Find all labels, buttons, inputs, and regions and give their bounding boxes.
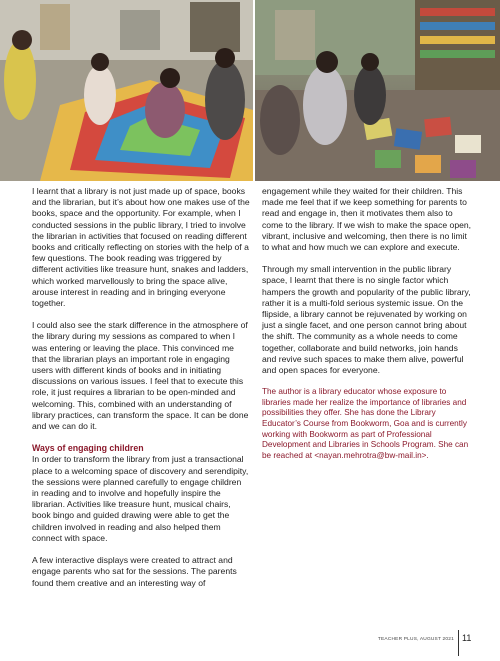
photo-strip: [0, 0, 500, 181]
page-number: 11: [462, 633, 472, 643]
paragraph-interactive-displays: A few interactive displays were created to attract and engage parents who sat for the sessions. The parents found them creative and an interesting way of: [32, 555, 237, 588]
photo-left-illustration: [0, 0, 253, 181]
paragraph-library-atmosphere: I could also see the stark difference in the atmosphere of the library during my sessions as compared to when I was entering or leaving the place. This convinced me that the librarian plays an important role in engaging users with different kinds of books and in initiating discussions on various issues. I feel that to execute this role, it just requires a librarian to be open-minded and welcoming. This, combined with an understanding of library practices, can transform the space. It can be done and we can do it.: [32, 320, 249, 432]
paragraph-library-meaning: I learnt that a library is not just made up of space, books and the librarian, but it’s about how one makes use of the books, space and the opportunity. For example, when I conducted sessions in the public library, I tried to involve the librarian in activities that focused on reading different books and critically reflecting on stories with the help of a few questions. The book reading was triggered by different activities like treasure hunt, snakes and ladders, which worked marvellously to bring the space alive, arouse interest in reading and in bringing everyone together.: [32, 186, 250, 309]
photo-children-playing-game: [0, 0, 253, 181]
paragraph-small-intervention: Through my small intervention in the public library space, I learnt that there is no single factor which hampers the growth and popularity of the public library, rather it is a multi-fold serious systemic issue. On the flipside, a library cannot be rejuvenated by working on just a single facet, and one person cannot bring about the shift. The community as a whole needs to come together, collaborate and build networks, join hands and revive such spaces to make them alive, powerful and open spaces for everyone.: [262, 264, 471, 376]
paragraph-transform-library: In order to transform the library from just a transactional place to a welcoming space of discovery and serendipity, the sessions were planned carefully to engage children in reading and to involve and hopefully inspire the librarian. Activities like treasure hunt, musical chairs, book bingo and guided drawing were able to get the children involved in reading and also helped them connect with space.: [32, 454, 249, 543]
photo-right-illustration: [255, 0, 500, 181]
author-bio: The author is a library educator whose exposure to libraries made her realize the importance of libraries and possibilities they offer. She has done the Library Educator’s Course from Bookworm, Goa and is currently working with Bookworm as part of Professional Development and Libraries in Schools Program. She can be reached at <nayan.mehrotra@bw-mail.in>.: [262, 387, 469, 460]
article-left-column: [32, 186, 250, 589]
paragraph-parent-engagement: engagement while they waited for their children. This made me feel that if we keep something for parents to read and engage in, then it motivates them also to come to the library. If we wish to make the space open, vibrant, inclusive and welcoming, then there is no limit to what and how much we can explore and execute.: [262, 186, 472, 253]
footer-divider: [458, 630, 459, 656]
photo-children-with-books: [255, 0, 500, 181]
subheading-ways-of-engaging: Ways of engaging children: [32, 443, 144, 454]
article-right-column: [262, 186, 472, 461]
footer-magazine-issue: TEACHER PLUS, AUGUST 2021: [377, 637, 454, 642]
